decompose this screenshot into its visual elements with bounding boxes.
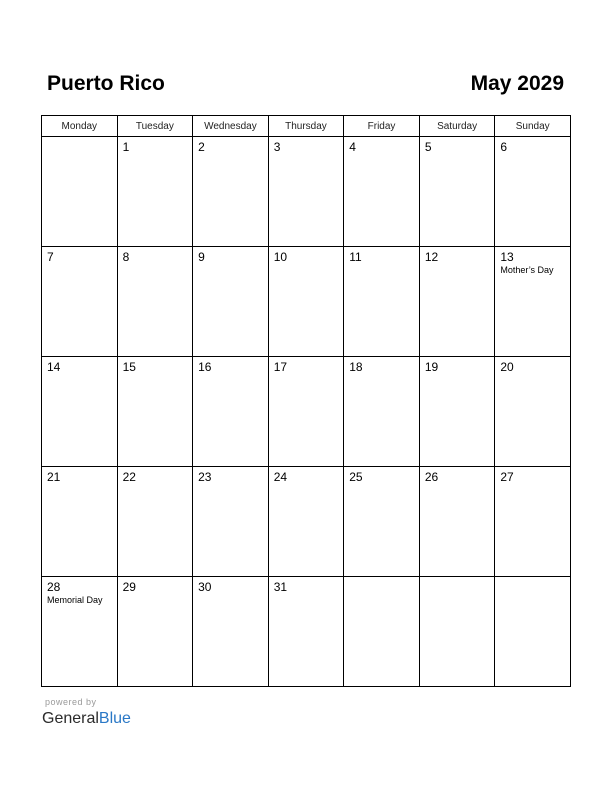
day-cell <box>193 357 269 467</box>
brand-logo[interactable] <box>42 709 131 729</box>
day-cell <box>419 467 495 577</box>
day-cell <box>419 357 495 467</box>
month-year-title: May 2029 <box>470 72 564 95</box>
day-number: 7 <box>47 250 54 264</box>
day-cell <box>495 357 571 467</box>
day-cell <box>495 577 571 687</box>
day-number <box>344 577 419 580</box>
weekday-header: Thursday <box>268 116 344 137</box>
day-number: 31 <box>273 580 288 594</box>
day-cell <box>193 467 269 577</box>
day-number: 6 <box>500 140 508 154</box>
weekday-header: Tuesday <box>117 116 193 137</box>
day-number: 14 <box>47 360 61 374</box>
brand-blue-text: Blue <box>98 710 131 727</box>
day-cell <box>117 357 193 467</box>
day-number: 29 <box>122 580 136 594</box>
day-cell <box>419 137 495 247</box>
week-row <box>42 247 571 357</box>
weekday-header: Sunday <box>495 116 571 137</box>
footer-branding <box>42 697 131 729</box>
day-cell <box>193 137 269 247</box>
day-number: 11 <box>349 250 362 264</box>
day-cell <box>344 357 420 467</box>
day-number: 21 <box>47 470 61 484</box>
day-cell <box>42 247 118 357</box>
day-number: 1 <box>122 140 130 154</box>
weekday-header: Friday <box>344 116 420 137</box>
week-row <box>42 577 571 687</box>
weekday-header: Monday <box>42 116 118 137</box>
day-cell <box>117 577 193 687</box>
day-number: 10 <box>273 250 288 264</box>
weekday-header: Wednesday <box>193 116 269 137</box>
day-cell <box>419 577 495 687</box>
day-cell <box>42 357 118 467</box>
day-cell <box>268 577 344 687</box>
day-cell <box>495 467 571 577</box>
holiday-label: Memorial Day <box>47 595 103 605</box>
day-number: 2 <box>198 140 205 154</box>
day-number: 23 <box>198 470 212 484</box>
day-cell <box>117 247 193 357</box>
day-number: 30 <box>198 580 212 594</box>
weekday-header-row <box>42 116 571 137</box>
day-number: 4 <box>349 140 356 154</box>
week-row <box>42 137 571 247</box>
country-title: Puerto Rico <box>47 72 165 95</box>
day-cell <box>42 137 118 247</box>
day-cell <box>117 467 193 577</box>
day-cell <box>495 137 571 247</box>
day-cell <box>268 467 344 577</box>
day-cell <box>268 357 344 467</box>
day-cell <box>344 247 420 357</box>
holiday-label: Mother’s Day <box>500 265 554 275</box>
day-number: 19 <box>424 360 439 374</box>
day-cell <box>117 137 193 247</box>
day-cell <box>268 137 344 247</box>
weekday-header: Saturday <box>419 116 495 137</box>
day-number: 25 <box>349 470 363 484</box>
powered-by-label: powered by <box>45 697 97 707</box>
day-cell <box>193 577 269 687</box>
day-cell <box>193 247 269 357</box>
day-number <box>495 577 570 580</box>
day-cell <box>268 247 344 357</box>
day-number: 5 <box>424 140 432 154</box>
week-row <box>42 357 571 467</box>
day-number: 27 <box>500 470 514 484</box>
day-cell <box>344 577 420 687</box>
day-number: 13 <box>500 250 514 264</box>
day-cell <box>419 247 495 357</box>
day-number: 24 <box>273 470 288 484</box>
day-number: 22 <box>122 470 136 484</box>
day-number: 18 <box>349 360 363 374</box>
day-number: 16 <box>198 360 212 374</box>
day-cell <box>344 137 420 247</box>
day-number: 20 <box>500 360 514 374</box>
week-row <box>42 467 571 577</box>
day-number: 8 <box>122 250 130 264</box>
day-cell <box>495 247 571 357</box>
day-number <box>42 137 117 140</box>
brand-general-text: General <box>42 710 99 727</box>
day-number: 15 <box>122 360 136 374</box>
day-number: 12 <box>424 250 439 264</box>
day-number <box>420 577 495 580</box>
day-number: 28 <box>47 580 61 594</box>
day-cell <box>42 577 118 687</box>
day-cell <box>344 467 420 577</box>
day-number: 3 <box>273 140 281 154</box>
day-number: 17 <box>273 360 288 374</box>
day-number: 26 <box>424 470 439 484</box>
day-number: 9 <box>198 250 205 264</box>
day-cell <box>42 467 118 577</box>
calendar-grid <box>41 115 571 687</box>
